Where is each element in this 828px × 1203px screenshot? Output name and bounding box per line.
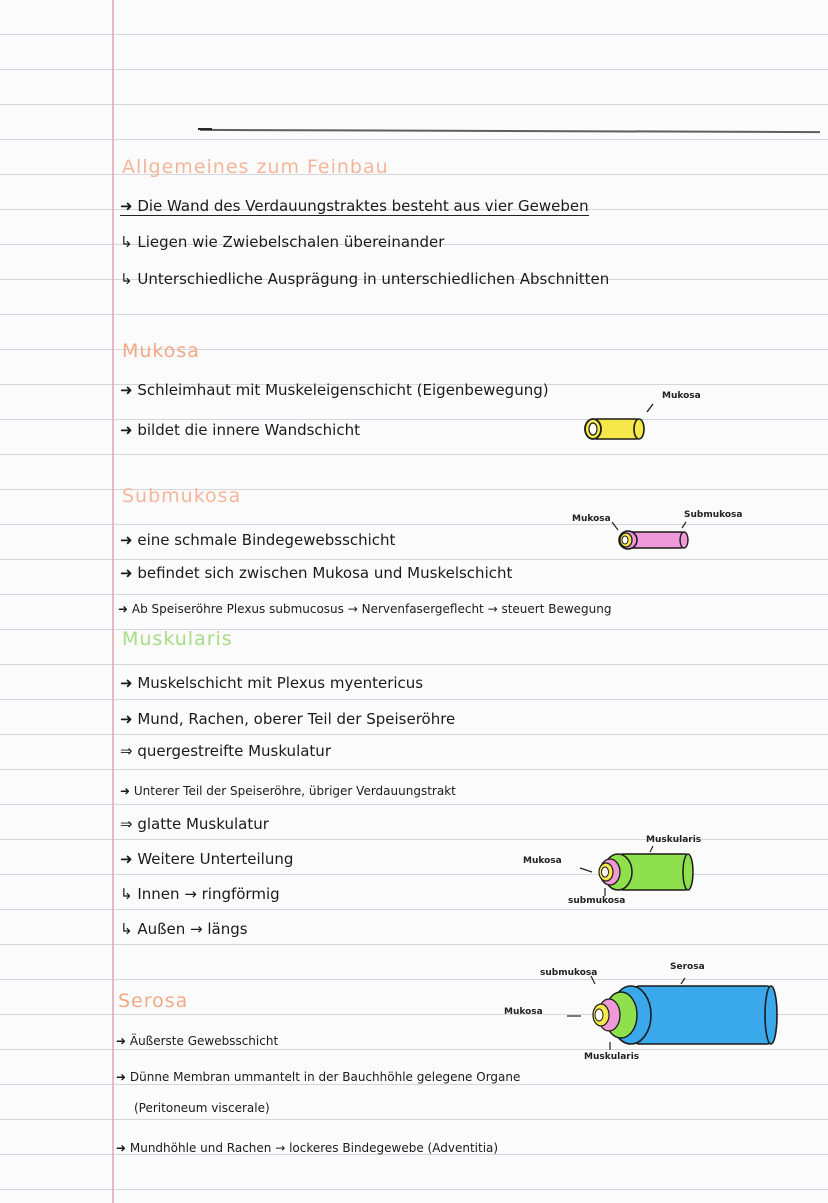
text-line: ➜ Die Wand des Verdauungstraktes besteht aus vier Geweben xyxy=(120,197,589,215)
text-line: ➜ Mundhöhle und Rachen → lockeres Bindegewebe (Adventitia) xyxy=(116,1141,499,1155)
text-line: ➜ Ab Speiseröhre Plexus submucosus → Nervenfasergeflecht → steuert Bewegung xyxy=(118,602,612,616)
serosa-tube-illustration xyxy=(555,972,785,1054)
text-line: ➜ Schleimhaut mit Muskeleigenschicht (Eigenbewegung) xyxy=(120,381,549,399)
text-line: ➜ Weitere Unterteilung xyxy=(120,850,294,868)
submukosa-tube-illustration xyxy=(600,520,700,556)
text-line: ↳ Liegen wie Zwiebelschalen übereinander xyxy=(120,233,445,251)
label-submukosa: submukosa xyxy=(568,896,626,906)
text-line: (Peritoneum viscerale) xyxy=(134,1101,270,1115)
text-line: ➜ Dünne Membran ummantelt in der Bauchhöhle gelegene Organe xyxy=(116,1070,521,1084)
muskularis-tube-illustration xyxy=(560,842,710,902)
text-line: ➜ Unterer Teil der Speiseröhre, übriger Verdauungstrakt xyxy=(120,784,456,798)
text-line: ➜ Mund, Rachen, oberer Teil der Speiseröhre xyxy=(120,710,456,728)
text-line: ⇒ glatte Muskulatur xyxy=(120,815,269,833)
heading-submukosa: Submukosa xyxy=(122,485,242,507)
text-line: ↳ Innen → ringförmig xyxy=(120,885,280,903)
mukosa-tube-illustration xyxy=(575,402,675,446)
heading-mukosa: Mukosa xyxy=(122,340,200,362)
label-submukosa: submukosa xyxy=(540,968,598,978)
text-line: ↳ Außen → längs xyxy=(120,920,248,938)
label-mukosa: Mukosa xyxy=(572,514,611,524)
text-line: ➜ Äußerste Gewebsschicht xyxy=(116,1034,279,1048)
text-line: ➜ bildet die innere Wandschicht xyxy=(120,421,360,439)
label-muskularis: Muskularis xyxy=(646,835,702,845)
heading-allgemeines: Allgemeines zum Feinbau xyxy=(122,156,389,178)
label-mukosa: Mukosa xyxy=(523,856,562,866)
label-submukosa: Submukosa xyxy=(684,510,743,520)
heading-muskularis: Muskularis xyxy=(122,628,233,650)
text-line: ⇒ quergestreifte Muskulatur xyxy=(120,742,331,760)
label-mukosa: Mukosa xyxy=(662,391,701,401)
label-serosa: Serosa xyxy=(670,962,705,972)
text-line: ➜ eine schmale Bindegewebsschicht xyxy=(120,531,396,549)
heading-serosa: Serosa xyxy=(118,990,189,1012)
text-line: ➜ befindet sich zwischen Mukosa und Muskelschicht xyxy=(120,564,513,582)
text-line: ↳ Unterschiedliche Ausprägung in unterschiedlichen Abschnitten xyxy=(120,270,610,288)
label-mukosa: Mukosa xyxy=(504,1007,543,1017)
text-line: ➜ Muskelschicht mit Plexus myentericus xyxy=(120,674,424,692)
header-rule xyxy=(200,129,820,133)
label-muskularis: Muskularis xyxy=(584,1052,640,1062)
